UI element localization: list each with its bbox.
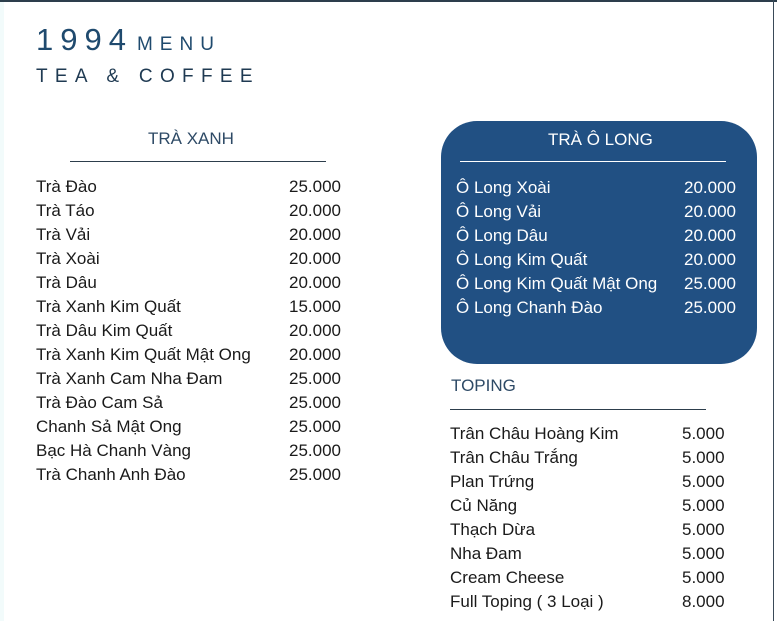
item-price: 8.000 [682, 592, 725, 611]
item-price: 25.000 [289, 369, 341, 388]
menu-item [450, 518, 740, 542]
item-name: Full Toping ( 3 Loại ) [450, 592, 604, 611]
menu-item [36, 199, 356, 223]
menu-item [36, 175, 356, 199]
menu-item [36, 271, 356, 295]
left-edge [0, 0, 4, 621]
menu-item [456, 248, 746, 272]
item-name: Trà Xoài [36, 249, 100, 268]
item-price: 25.000 [684, 274, 736, 293]
item-price: 5.000 [682, 448, 725, 467]
item-price: 20.000 [289, 345, 341, 364]
menu-item [456, 224, 746, 248]
menu-item [36, 463, 356, 487]
menu-item [36, 223, 356, 247]
item-name: Bạc Hà Chanh Vàng [36, 441, 191, 460]
item-name: Plan Trứng [450, 472, 535, 491]
item-price: 20.000 [684, 226, 736, 245]
toping-list [450, 422, 740, 614]
tra-o-long-box [441, 121, 757, 364]
menu-year: 1994 [36, 22, 133, 57]
menu-item [456, 200, 746, 224]
item-price: 5.000 [682, 424, 725, 443]
menu-item [36, 439, 356, 463]
menu-subtitle: TEA & COFFEE [36, 66, 260, 87]
item-price: 25.000 [289, 393, 341, 412]
menu-item [36, 415, 356, 439]
item-price: 25.000 [684, 298, 736, 317]
item-name: Trân Châu Hoàng Kim [450, 424, 619, 443]
menu-item [450, 590, 740, 614]
tra-o-long-divider [460, 161, 726, 162]
menu-item [450, 494, 740, 518]
item-name: Cream Cheese [450, 568, 565, 587]
item-name: Trà Dâu Kim Quất [36, 321, 173, 340]
item-name: Trà Táo [36, 201, 95, 220]
menu-item [456, 176, 746, 200]
item-price: 20.000 [684, 202, 736, 221]
item-name: Trà Vải [36, 225, 91, 244]
menu-item [456, 296, 746, 320]
menu-item [450, 470, 740, 494]
item-price: 20.000 [289, 249, 341, 268]
item-name: Trà Dâu [36, 273, 97, 292]
top-border [0, 0, 777, 2]
item-price: 20.000 [684, 178, 736, 197]
item-name: Ô Long Chanh Đào [456, 298, 603, 317]
item-price: 20.000 [289, 321, 341, 340]
item-name: Trà Chanh Anh Đào [36, 465, 186, 484]
item-name: Trà Đào Cam Sả [36, 393, 163, 412]
menu-word: MENU [136, 34, 221, 55]
menu-item [450, 446, 740, 470]
tra-xanh-heading: TRÀ XANH [148, 129, 234, 148]
tra-xanh-list [36, 175, 356, 487]
item-name: Củ Năng [450, 496, 518, 515]
tra-o-long-heading: TRÀ Ô LONG [548, 130, 653, 149]
menu-item [450, 542, 740, 566]
item-name: Ô Long Xoài [456, 178, 551, 197]
toping-heading: TOPING [451, 376, 516, 395]
menu-item [36, 247, 356, 271]
menu-title [36, 22, 221, 58]
item-name: Ô Long Dâu [456, 226, 548, 245]
item-price: 5.000 [682, 568, 725, 587]
item-price: 20.000 [289, 273, 341, 292]
item-name: Trà Xanh Cam Nha Đam [36, 369, 223, 388]
item-price: 25.000 [289, 417, 341, 436]
tra-xanh-divider [70, 161, 326, 162]
item-price: 20.000 [684, 250, 736, 269]
item-price: 25.000 [289, 177, 341, 196]
item-price: 5.000 [682, 496, 725, 515]
item-name: Ô Long Kim Quất Mật Ong [456, 274, 658, 293]
item-name: Trà Xanh Kim Quất Mật Ong [36, 345, 251, 364]
menu-item [36, 343, 356, 367]
item-price: 5.000 [682, 520, 725, 539]
tra-o-long-list [456, 176, 746, 320]
item-name: Trà Đào [36, 177, 97, 196]
item-name: Thạch Dừa [450, 520, 536, 539]
menu-item [36, 295, 356, 319]
item-price: 15.000 [289, 297, 341, 316]
item-price: 25.000 [289, 465, 341, 484]
menu-item [456, 272, 746, 296]
item-price: 20.000 [289, 225, 341, 244]
menu-item [36, 319, 356, 343]
item-name: Ô Long Vải [456, 202, 542, 221]
item-name: Chanh Sả Mật Ong [36, 417, 182, 436]
item-name: Trân Châu Trắng [450, 448, 578, 467]
item-name: Nha Đam [450, 544, 522, 563]
menu-item [36, 391, 356, 415]
right-border [773, 0, 774, 621]
item-price: 5.000 [682, 472, 725, 491]
toping-divider [450, 409, 706, 410]
item-price: 20.000 [289, 201, 341, 220]
item-name: Ô Long Kim Quất [456, 250, 588, 269]
menu-item [450, 422, 740, 446]
menu-item [450, 566, 740, 590]
item-price: 25.000 [289, 441, 341, 460]
menu-item [36, 367, 356, 391]
item-name: Trà Xanh Kim Quất [36, 297, 181, 316]
item-price: 5.000 [682, 544, 725, 563]
